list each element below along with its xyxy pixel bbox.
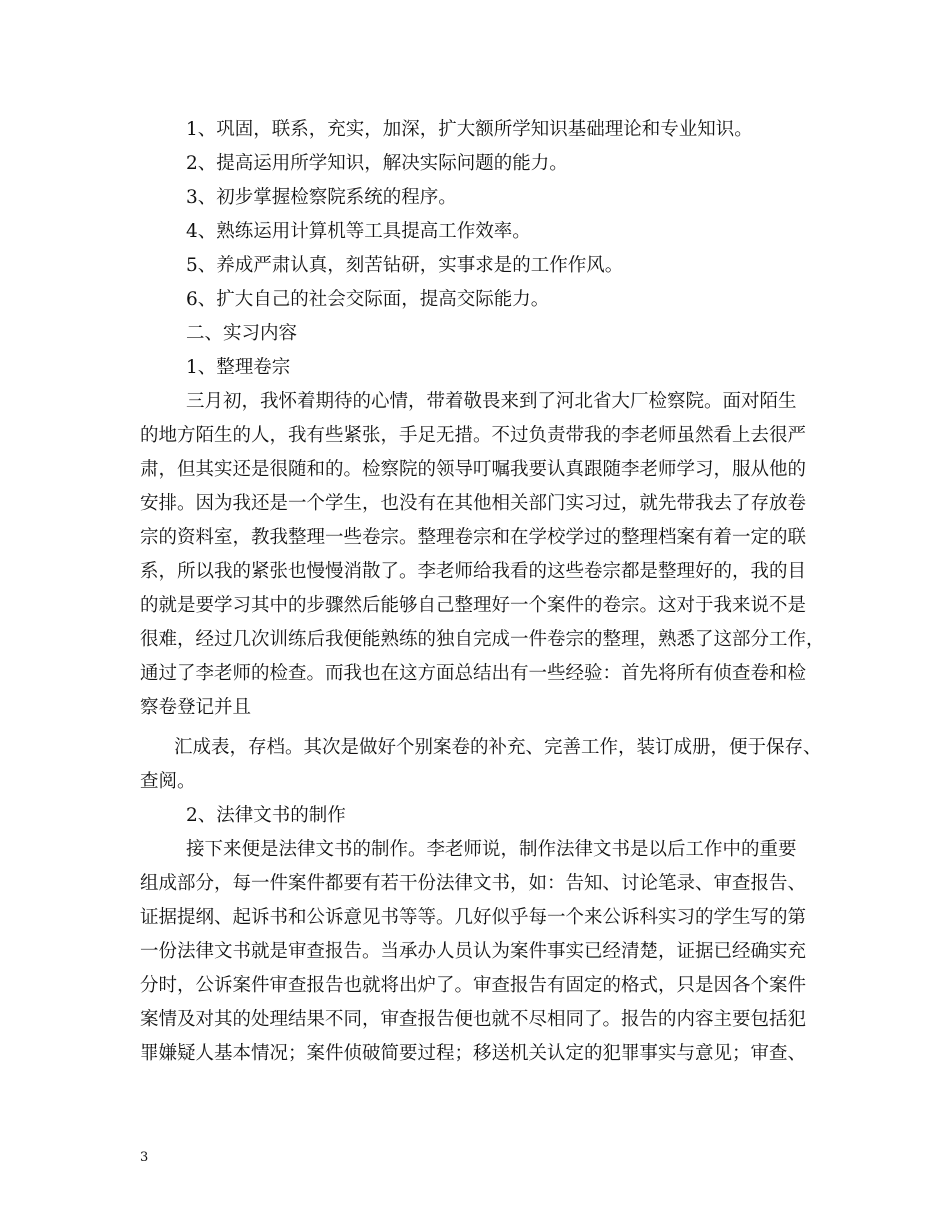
paragraph-line: 证据提纲、起诉书和公诉意见书等等。几好似乎每一个来公诉科实习的学生写的第 (140, 907, 807, 928)
paragraph-line: 通过了李老师的检查。而我也在这方面总结出有一些经验：首先将所有侦查卷和检 (140, 663, 807, 684)
goal-item: 3、初步掌握检察院系统的程序。 (186, 187, 457, 208)
paragraph-line: 很难，经过几次训练后我便能熟练的独自完成一件卷宗的整理，熟悉了这部分工作， (140, 629, 825, 650)
paragraph-line: 安排。因为我还是一个学生，也没有在其他相关部门实习过，就先带我去了存放卷 (140, 493, 807, 514)
subsection-heading: 1、整理卷宗 (186, 357, 291, 378)
goal-item: 4、熟练运用计算机等工具提高工作效率。 (186, 221, 531, 242)
goal-item: 5、养成严肃认真，刻苦钻研，实事求是的工作作风。 (186, 255, 624, 276)
section-heading: 二、实习内容 (186, 323, 298, 344)
paragraph-line: 组成部分，每一件案件都要有若干份法律文书，如：告知、讨论笔录、审查报告、 (140, 873, 807, 894)
paragraph-line: 的地方陌生的人，我有些紧张，手足无措。不过负责带我的李老师虽然看上去很严 (140, 425, 807, 446)
goal-item: 6、扩大自己的社会交际面，提高交际能力。 (186, 289, 550, 310)
paragraph-line: 三月初，我怀着期待的心情，带着敬畏来到了河北省大厂检察院。面对陌生 (186, 391, 797, 412)
paragraph-line: 肃，但其实还是很随和的。检察院的领导叮嘱我要认真跟随李老师学习，服从他的 (140, 459, 807, 480)
paragraph-line: 罪嫌疑人基本情况；案件侦破简要过程；移送机关认定的犯罪事实与意见；审查、 (140, 1043, 807, 1064)
goal-item: 1、巩固，联系，充实，加深，扩大额所学知识基础理论和专业知识。 (186, 119, 753, 140)
paragraph-line: 系，所以我的紧张也慢慢消散了。李老师给我看的这些卷宗都是整理好的，我的目 (140, 561, 807, 582)
paragraph-line: 一份法律文书就是审查报告。当承办人员认为案件事实已经清楚，证据已经确实充 (140, 941, 807, 962)
paragraph-line: 汇成表，存档。其次是做好个别案卷的补充、完善工作，装订成册，便于保存、 (174, 737, 822, 758)
subsection-heading: 2、法律文书的制作 (186, 805, 346, 826)
goal-item: 2、提高运用所学知识，解决实际问题的能力。 (186, 153, 568, 174)
paragraph-line: 宗的资料室，教我整理一些卷宗。整理卷宗和在学校学过的整理档案有着一定的联 (140, 527, 807, 548)
paragraph-line: 的就是要学习其中的步骤然后能够自己整理好一个案件的卷宗。这对于我来说不是 (140, 595, 807, 616)
paragraph-line: 分时，公诉案件审查报告也就将出炉了。审查报告有固定的格式，只是因各个案件 (140, 975, 807, 996)
paragraph-line: 案情及对其的处理结果不同，审查报告便也就不尽相同了。报告的内容主要包括犯 (140, 1009, 807, 1030)
paragraph-line: 查阅。 (140, 771, 196, 792)
paragraph-line: 察卷登记并且 (140, 697, 252, 718)
page-number: 3 (140, 1150, 149, 1165)
paragraph-line: 接下来便是法律文书的制作。李老师说，制作法律文书是以后工作中的重要 (186, 839, 797, 860)
